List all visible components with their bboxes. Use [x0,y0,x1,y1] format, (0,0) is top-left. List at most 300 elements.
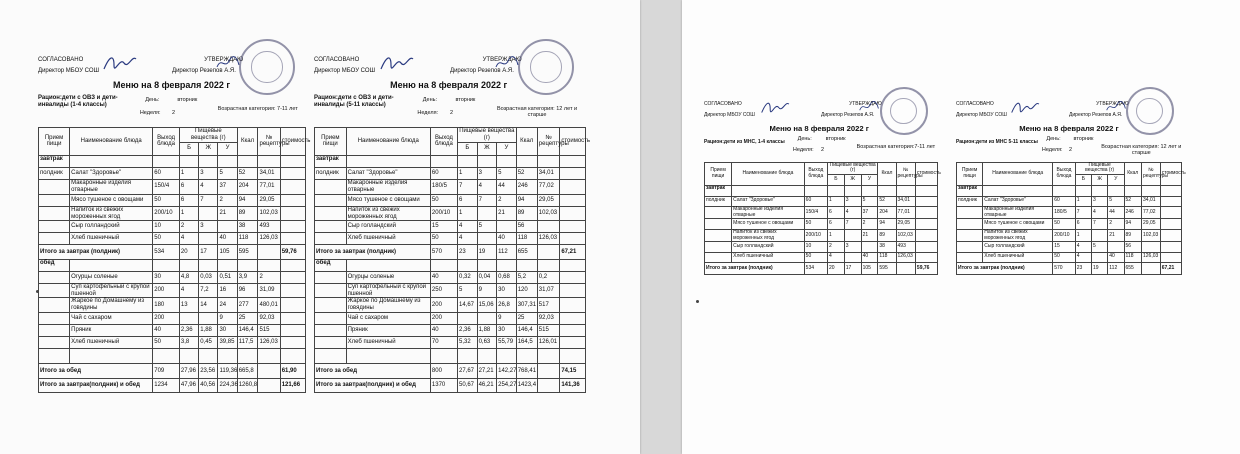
col-zh: Ж [199,142,218,155]
total-value: 59,76 [915,263,937,275]
cell-value [1092,229,1108,242]
day-label: День: [145,97,160,103]
week-value: 2 [821,147,825,154]
header-row [705,162,938,175]
cell-value: 2 [1108,219,1124,229]
age-category: Возрастная категория: 12 лет и старше [1101,143,1182,156]
table-row [315,325,586,337]
dish-name: Огурцы соленые [70,271,153,283]
empty-cell [497,155,517,167]
cell-value: 10 [153,221,180,233]
cell-value: 1 [179,206,198,221]
empty-cell [280,349,305,364]
cell-value: 77,02 [537,179,560,194]
meal-cell: полдник [39,167,70,179]
cell-value: 515 [258,325,280,337]
total-value: 534 [804,263,827,275]
total-label: Итого за обед [39,364,153,378]
cell-value: 4 [477,179,497,194]
cell-value: 164,5 [516,337,537,349]
col-meal: Прием пищи [39,128,70,156]
cell-value: 5,32 [458,337,478,349]
total-row [39,245,306,259]
meal-cell [315,206,347,221]
col-output: Выход блюда [153,128,180,156]
dish-name: Мясо тушеное с овощами [732,219,805,229]
empty-cell [280,194,305,206]
col-dish: Наименование блюда [983,162,1053,186]
cell-value: 0,32 [458,271,478,283]
signature-right [215,55,241,74]
total-row [705,263,938,275]
cell-value: 0,45 [199,337,218,349]
col-output: Выход блюда [804,162,827,186]
empty-cell [458,349,478,364]
cell-value: 1,88 [477,325,497,337]
meal-label: завтрак [705,186,732,196]
meal-cell [315,233,347,245]
dish-name: Салат "Здоровье" [983,196,1053,206]
total-row [315,364,586,378]
dish-name: Салат "Здоровье" [346,167,430,179]
table-row [315,221,586,233]
total-value: 570 [1053,263,1076,275]
cell-value: 3 [199,167,218,179]
table-row [315,194,586,206]
cell-value: 146,4 [516,325,537,337]
empty-cell [280,298,305,313]
approved-label: УТВЕРЖДАЮ [849,101,882,107]
empty-cell [1092,186,1108,196]
cell-value: 29,05 [258,194,280,206]
cell-value: 180 [153,298,180,313]
age-category: Возрастная категория: 7-11 лет [217,106,298,112]
cell-value: 3,9 [237,271,258,283]
cell-value: 5 [477,221,497,233]
cell-value: 6 [1075,219,1091,229]
agreed-by: Директор МБОУ СОШ [956,112,1007,118]
cell-value: 5,2 [516,271,537,283]
meal-label: обед [39,259,70,271]
cell-value: 1,88 [199,325,218,337]
empty-cell [983,186,1053,196]
cell-value: 493 [258,221,280,233]
cell-value [218,221,237,233]
menu-table [38,127,311,393]
cell-value: 1 [827,229,844,242]
approved-label: УТВЕРЖДАЮ [482,57,522,63]
cell-value: 15 [1053,242,1076,252]
col-nutrients: Пищевые вещества (г) [827,162,877,175]
empty-cell [199,155,218,167]
table-row [705,252,938,262]
cell-value: 94 [237,194,258,206]
col-b: Б [179,142,198,155]
cell-value: 0,63 [477,337,497,349]
agreed-by: Директор МБОУ СОШ [314,68,376,74]
day-label: День: [422,97,438,103]
cell-value: 89 [878,229,896,242]
col-u: У [861,175,878,186]
empty-cell [1160,196,1181,206]
cell-value: 55,79 [497,337,517,349]
cell-value: 4 [1092,206,1108,219]
cell-value: 25 [237,313,258,325]
empty-cell [537,349,560,364]
empty-cell [560,167,586,179]
col-cost: стоимость [280,128,305,156]
total-label: Итого за завтрак (полдник) [39,245,153,259]
col-dish: Наименование блюда [346,128,430,156]
empty-cell [1142,186,1161,196]
dish-name: Напиток из свежих мороженных ягод [346,206,430,221]
empty-cell [1160,206,1181,219]
empty-cell [477,349,497,364]
week-label: Неделя: [417,110,439,116]
cell-value: 2 [827,242,844,252]
total-value [258,245,280,259]
col-output: Выход блюда [1053,162,1076,186]
empty-cell [915,252,937,262]
total-value: 59,76 [280,245,305,259]
col-b: Б [458,142,478,155]
day-label: День: [797,136,812,142]
cell-value: 102,03 [537,206,560,221]
cell-value: 94 [1124,219,1142,229]
ration-label: Рацион:дети из МНС 5-11 классы [956,139,1038,145]
table-row [705,219,938,229]
dish-name: Пряник [346,325,430,337]
empty-cell [1124,186,1142,196]
cell-value: 94 [878,219,896,229]
empty-cell [560,221,586,233]
cell-value: 38 [237,221,258,233]
cell-value: 30 [153,271,180,283]
cell-value: 21 [218,206,237,221]
dish-name: Мясо тушеное с овощами [983,219,1053,229]
col-nutrients: Пищевые вещества (г) [179,128,237,143]
total-value: 709 [153,364,180,378]
cell-value: 1 [458,206,478,221]
empty-cell [315,349,347,364]
cell-value: 14,67 [458,298,478,313]
cell-value: 40 [497,233,517,245]
cell-value: 200/10 [804,229,827,242]
empty-cell [560,313,586,325]
col-kcal: Ккал [1124,162,1142,186]
empty-cell [430,349,457,364]
round-seal [880,87,928,135]
empty-cell [804,186,827,196]
cell-value: 5 [861,196,878,206]
cell-value: 30 [497,283,517,298]
cell-value [497,221,517,233]
table-row [39,167,306,179]
total-value: 112 [1108,263,1124,275]
dish-name: Салат "Здоровье" [732,196,805,206]
dish-name: Напиток из свежих мороженных ягод [983,229,1053,242]
empty-cell [458,259,478,271]
table-row [39,179,306,194]
cell-value: 50 [153,337,180,349]
empty-cell [516,349,537,364]
total-value: 17 [844,263,861,275]
cell-value: 150/4 [804,206,827,219]
total-value: 19 [477,245,497,259]
meal-cell [957,206,983,219]
cell-value: 50 [1053,252,1076,262]
empty-cell [280,313,305,325]
meal-cell [39,233,70,245]
meal-cell [315,271,347,283]
total-value: 112 [497,245,517,259]
cell-value [458,313,478,325]
agreed-by: Директор МБОУ СОШ [704,112,755,118]
cell-value: 7 [1092,219,1108,229]
cell-value: 1 [458,167,478,179]
agreed-label: СОГЛАСОВАНО [956,101,994,107]
table-row [39,298,306,313]
empty-cell [70,259,153,271]
cell-value: 40 [218,233,237,245]
cell-value: 200/10 [1053,229,1076,242]
col-output: Выход блюда [430,128,457,156]
scanned-page-right [682,0,1240,454]
meal-cell [315,337,347,349]
dish-name: Напиток из свежих мороженных ягод [732,229,805,242]
cell-value: 50 [153,233,180,245]
meal-cell [705,229,732,242]
cell-value: 3 [1092,196,1108,206]
cell-value: 9 [477,283,497,298]
total-label: Итого за завтрак(полдник) и обед [39,378,153,392]
cell-value: 246 [1124,206,1142,219]
cell-value: 13 [179,298,198,313]
cell-value: 39,85 [218,337,237,349]
col-cost: стоимость [1160,162,1181,186]
cell-value: 30 [497,325,517,337]
empty-cell [199,349,218,364]
cell-value: 9 [218,313,237,325]
cell-value: 0,2 [537,271,560,283]
dish-name: Сыр голландский [983,242,1053,252]
meal-cell [315,283,347,298]
meal-cell [39,283,70,298]
cell-value: 31,07 [537,283,560,298]
dish-name: Огурцы соленые [346,271,430,283]
total-value: 23 [1075,263,1091,275]
empty-cell [560,283,586,298]
empty-cell [827,186,844,196]
table-row [39,337,306,349]
dish-name: Салат "Здоровье" [70,167,153,179]
cell-value: 94 [516,194,537,206]
approved-by: Директор Резепов А.Я. [450,68,514,74]
cell-value: 2,36 [458,325,478,337]
table-row [957,229,1182,242]
total-value: 800 [430,364,457,378]
total-value: 61,90 [280,364,305,378]
empty-cell [560,179,586,194]
col-cost: стоимость [915,162,937,186]
meal-label-row [39,259,306,271]
cell-value: 44 [497,179,517,194]
cell-value: 200/10 [430,206,457,221]
empty-cell [560,155,586,167]
menu-table [314,127,591,393]
empty-cell [537,155,560,167]
total-value: 20 [179,245,198,259]
week-value: 2 [450,110,454,116]
empty-cell [915,196,937,206]
table-row [705,229,938,242]
cell-value: 60 [430,167,457,179]
week-value: 2 [172,110,176,116]
table-row [39,325,306,337]
approved-by: Директор Резепов А.Я. [821,112,875,118]
empty-cell [477,155,497,167]
menu-title: Меню на 8 февраля 2022 г [1019,124,1119,133]
cell-value: 118 [516,233,537,245]
empty-cell [280,283,305,298]
day-value: вторник [825,136,846,142]
cell-value [1092,252,1108,262]
signature-right [858,100,880,116]
ration-label: Рацион:дети с ОВЗ и дети-инвалиды (1-4 классы) [38,95,118,108]
meal-label: завтрак [39,155,70,167]
total-value: 19 [1092,263,1108,275]
cell-value: 34,01 [537,167,560,179]
cell-value: 6 [179,179,198,194]
cell-value: 40 [430,325,457,337]
cell-value: 7 [199,194,218,206]
table-row [39,206,306,221]
cell-value: 180/5 [1053,206,1076,219]
round-seal [239,39,295,95]
empty-cell [280,337,305,349]
total-value: 17 [199,245,218,259]
col-u: У [218,142,237,155]
meal-cell [315,325,347,337]
cell-value: 40 [1108,252,1124,262]
meal-cell [39,313,70,325]
table-row [315,337,586,349]
cell-value [477,233,497,245]
empty-cell [280,259,305,271]
cell-value: 7 [477,194,497,206]
total-value: 595 [878,263,896,275]
table-row [39,221,306,233]
col-b: Б [827,175,844,186]
cell-value: 40 [430,271,457,283]
cell-value [179,313,198,325]
approved-label: УТВЕРЖДАЮ [204,57,244,63]
agreed-label: СОГЛАСОВАНО [38,57,84,63]
cell-value [199,233,218,245]
empty-cell [560,259,586,271]
cell-value: 1 [179,167,198,179]
table-row [39,313,306,325]
week-label: Неделя: [792,147,814,154]
cell-value: 120 [516,283,537,298]
cell-value: 118 [878,252,896,262]
empty-cell [1075,186,1091,196]
cell-value: 38 [878,242,896,252]
col-zh: Ж [844,175,861,186]
total-value: 27,67 [458,364,478,378]
total-row [39,378,306,392]
day-value: вторник [177,97,198,103]
total-row [39,364,306,378]
meal-cell [39,298,70,313]
cell-value: 126,03 [258,233,280,245]
cell-value: 4 [458,221,478,233]
cell-value: 102,03 [258,206,280,221]
total-value: 1370 [430,378,457,392]
empty-cell [280,221,305,233]
cell-value: 34,01 [1142,196,1161,206]
col-meal: Прием пищи [957,162,983,186]
empty-cell [560,271,586,283]
cell-value: 126,03 [1142,252,1161,262]
approved-by: Директор Резепов А.Я. [1069,112,1123,118]
empty-cell [537,259,560,271]
empty-cell [258,349,280,364]
meal-cell [315,298,347,313]
empty-cell [39,349,70,364]
dish-name: Хлеб пшеничный [346,233,430,245]
empty-cell [497,349,517,364]
empty-cell [258,259,280,271]
empty-cell [218,155,237,167]
cell-value: 200/10 [153,206,180,221]
cell-value: 92,03 [537,313,560,325]
dish-name: Жаркое по Домашнему из говядины [346,298,430,313]
empty-cell [280,155,305,167]
empty-cell [70,349,153,364]
cell-value: 515 [537,325,560,337]
cell-value: 56 [516,221,537,233]
col-recipe: № рецептуры [537,128,560,156]
signature-left [1010,99,1041,119]
header-row [957,162,1182,175]
meal-label-row [39,155,306,167]
cell-value: 3 [477,167,497,179]
empty-cell [560,206,586,221]
cell-value: 3 [844,196,861,206]
total-value [258,364,280,378]
dish-name: Жаркое по Домашнему из говядины [70,298,153,313]
cell-value: 44 [1108,206,1124,219]
col-kcal: Ккал [516,128,537,156]
cell-value: 31,09 [258,283,280,298]
cell-value: 25 [516,313,537,325]
cell-value: 21 [1108,229,1124,242]
cell-value [477,206,497,221]
cell-value: 24 [218,298,237,313]
dish-name: Мясо тушеное с овощами [346,194,430,206]
spacer-row [315,349,586,364]
total-value [1142,263,1161,275]
col-kcal: Ккал [237,128,258,156]
empty-cell [237,155,258,167]
approved-by: Директор Резепов А.Я. [172,68,236,74]
cell-value: 204 [878,206,896,219]
col-u: У [1108,175,1124,186]
cell-value: 60 [153,167,180,179]
table-row [957,206,1182,219]
cell-value: 102,03 [896,229,915,242]
